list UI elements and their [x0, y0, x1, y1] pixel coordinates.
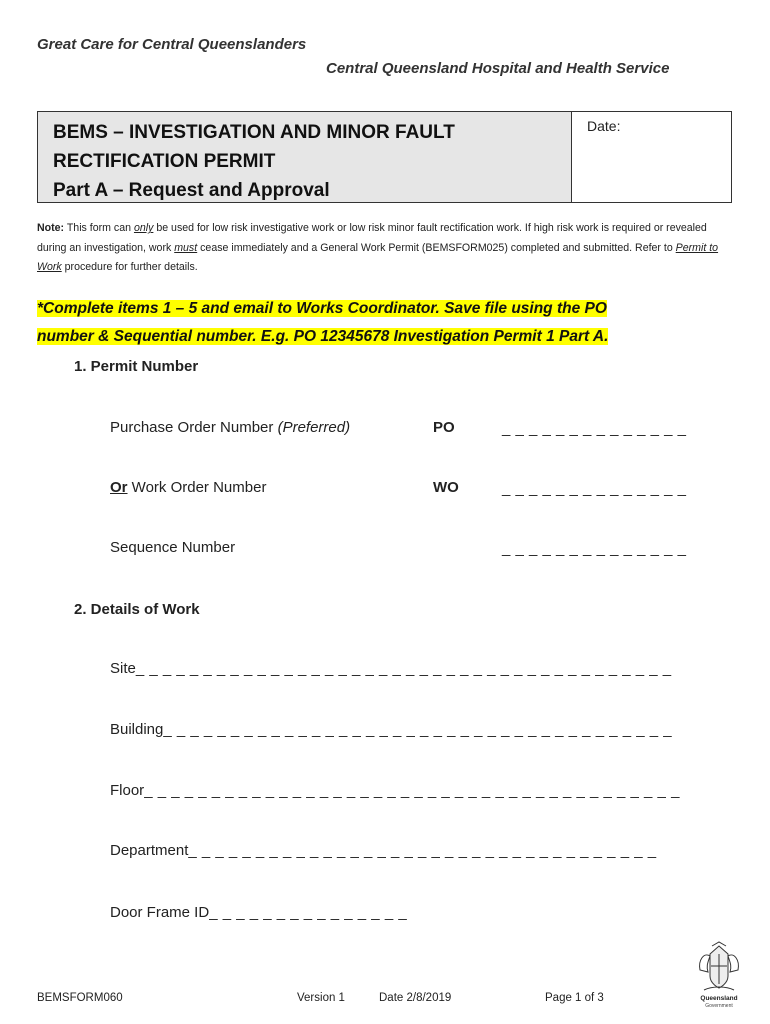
po-label	[110, 419, 350, 436]
site-row[interactable]	[110, 660, 672, 677]
department-field[interactable]: _ _ _ _ _ _ _ _ _ _ _ _ _ _ _ _ _ _ _ _ _ _ _ _ _ _ _ _ _ _ _ _ _ _ _	[188, 842, 657, 859]
po-number-field[interactable]: _ _ _ _ _ _ _ _ _ _ _ _ _ _	[502, 420, 687, 437]
note-paragraph	[37, 219, 737, 278]
note-text-1: This form can	[64, 222, 134, 234]
note-text-2: be used for low risk investigative work or low risk minor fault rectification work. If high risk work is required or revealed during an investigation, work	[37, 222, 707, 254]
department-label: Department	[110, 842, 189, 859]
section-2-heading: 2. Details of Work	[74, 601, 200, 618]
note-only: only	[133, 222, 154, 234]
wo-code: WO	[433, 479, 459, 496]
title-box	[37, 111, 732, 203]
building-field[interactable]: _ _ _ _ _ _ _ _ _ _ _ _ _ _ _ _ _ _ _ _ _ _ _ _ _ _ _ _ _ _ _ _ _ _ _ _ _ _	[163, 721, 673, 738]
form-title-line-3: Part A – Request and Approval	[53, 180, 330, 201]
queensland-crest-icon	[694, 940, 744, 1012]
building-label: Building	[110, 721, 164, 738]
instruction-line-2: number & Sequential number. E.g. PO 12345678 Investigation Permit 1 Part A.	[37, 328, 609, 345]
svg-text:Government: Government	[705, 1003, 733, 1009]
door-frame-label: Door Frame ID	[110, 904, 210, 921]
instruction-line-1: *Complete items 1 – 5 and email to Works Coordinator. Save file using the PO	[37, 300, 607, 317]
door-frame-field[interactable]: _ _ _ _ _ _ _ _ _ _ _ _ _ _ _	[209, 904, 408, 921]
note-text-3: cease immediately and a General Work Permit (BEMSFORM025) completed and submitted. Refer to	[197, 241, 676, 254]
floor-row[interactable]	[110, 782, 680, 799]
wo-label	[110, 479, 266, 496]
date-field-label[interactable]: Date:	[587, 118, 621, 134]
floor-label: Floor	[110, 782, 145, 799]
permit-to-work-link[interactable]: Permit to Work	[37, 241, 719, 273]
po-label-text: Purchase Order Number	[110, 419, 278, 436]
note-text-4: procedure for further details.	[61, 261, 198, 273]
wo-or: Or	[110, 479, 128, 496]
site-field[interactable]: _ _ _ _ _ _ _ _ _ _ _ _ _ _ _ _ _ _ _ _ _ _ _ _ _ _ _ _ _ _ _ _ _ _ _ _ _ _ _ _	[135, 660, 672, 677]
sequence-label: Sequence Number	[110, 539, 236, 556]
header-organisation: Central Queensland Hospital and Health Service	[326, 60, 670, 77]
note-label: Note:	[37, 222, 65, 234]
department-row[interactable]	[110, 842, 657, 859]
instruction-highlight	[37, 295, 737, 351]
footer-date: Date 2/8/2019	[379, 992, 452, 1004]
svg-text:Queensland: Queensland	[700, 995, 738, 1002]
form-title-line-2: RECTIFICATION PERMIT	[53, 151, 276, 172]
floor-field[interactable]: _ _ _ _ _ _ _ _ _ _ _ _ _ _ _ _ _ _ _ _ _ _ _ _ _ _ _ _ _ _ _ _ _ _ _ _ _ _ _ _	[144, 782, 680, 799]
po-preferred: (Preferred)	[277, 419, 351, 436]
footer-version: Version 1	[297, 992, 345, 1004]
sequence-number-field[interactable]: _ _ _ _ _ _ _ _ _ _ _ _ _ _	[502, 540, 687, 557]
footer-page: Page 1 of 3	[545, 992, 604, 1004]
footer-form-id: BEMSFORM060	[37, 992, 123, 1004]
wo-label-text: Work Order Number	[127, 479, 267, 496]
wo-number-field[interactable]: _ _ _ _ _ _ _ _ _ _ _ _ _ _	[502, 480, 687, 497]
header-tagline: Great Care for Central Queenslanders	[37, 36, 307, 53]
form-title-line-1: BEMS – INVESTIGATION AND MINOR FAULT	[53, 122, 455, 143]
section-1-heading: 1. Permit Number	[74, 358, 199, 375]
po-code: PO	[433, 419, 455, 436]
note-must: must	[174, 241, 198, 254]
site-label: Site	[110, 660, 136, 677]
door-frame-row[interactable]	[110, 904, 407, 921]
building-row[interactable]	[110, 721, 672, 738]
title-panel	[38, 112, 572, 202]
